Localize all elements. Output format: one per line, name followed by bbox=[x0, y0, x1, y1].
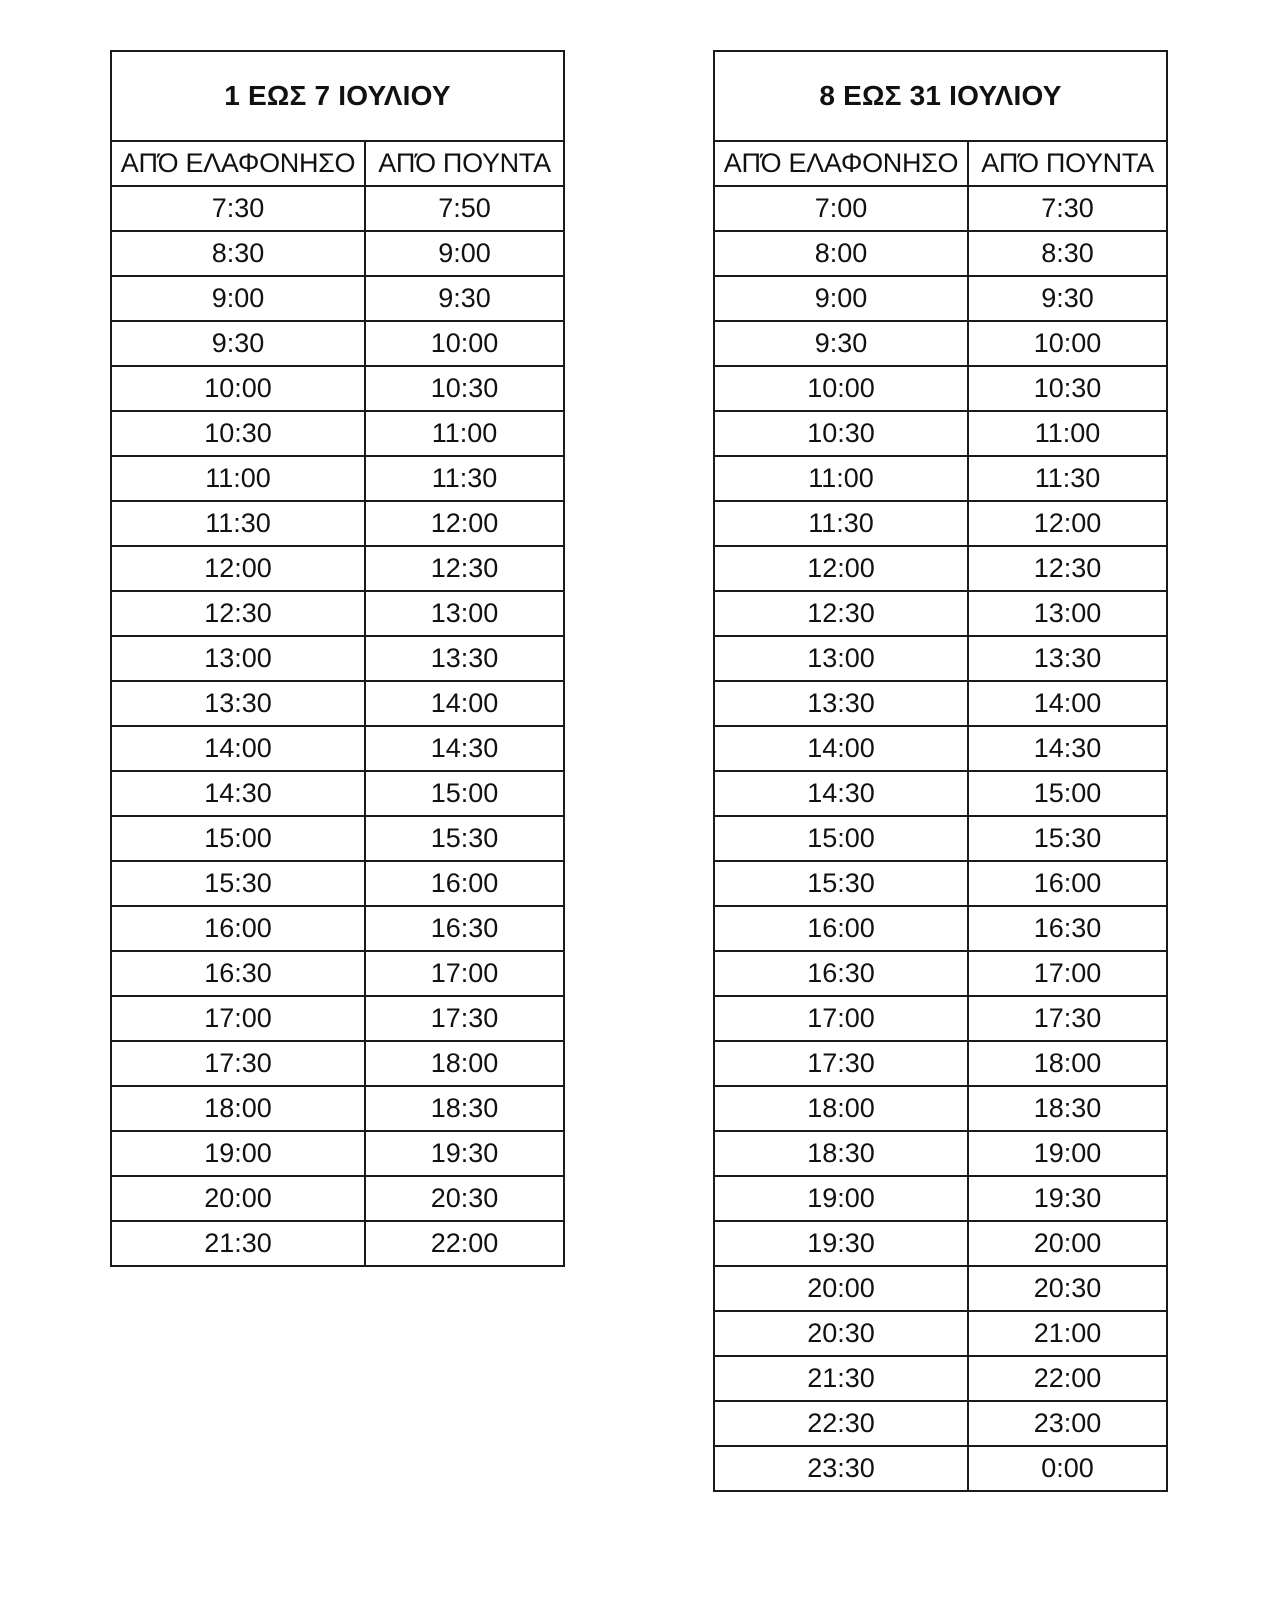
departure-time-from-elafonisos: 8:30 bbox=[111, 231, 365, 276]
departure-time-from-elafonisos: 12:00 bbox=[714, 546, 968, 591]
table-row bbox=[111, 276, 564, 321]
departure-time-from-pounta: 12:30 bbox=[968, 546, 1167, 591]
table-row bbox=[111, 321, 564, 366]
table-row bbox=[714, 186, 1167, 231]
table-row bbox=[714, 996, 1167, 1041]
schedule-table-july-8-31 bbox=[713, 50, 1168, 1492]
departure-time-from-elafonisos: 18:00 bbox=[111, 1086, 365, 1131]
table-row bbox=[714, 1131, 1167, 1176]
departure-time-from-pounta: 14:00 bbox=[968, 681, 1167, 726]
departure-time-from-pounta: 19:00 bbox=[968, 1131, 1167, 1176]
departure-time-from-pounta: 9:30 bbox=[968, 276, 1167, 321]
table-row bbox=[714, 726, 1167, 771]
departure-time-from-elafonisos: 13:00 bbox=[714, 636, 968, 681]
departure-time-from-elafonisos: 14:00 bbox=[714, 726, 968, 771]
table-row bbox=[714, 546, 1167, 591]
column-header-from-elafonisos: ΑΠΌ ΕΛΑΦΟΝΗΣΟ bbox=[111, 141, 365, 186]
departure-time-from-elafonisos: 20:00 bbox=[714, 1266, 968, 1311]
table-row bbox=[714, 411, 1167, 456]
table-title-row bbox=[714, 51, 1167, 141]
departure-time-from-elafonisos: 20:30 bbox=[714, 1311, 968, 1356]
departure-time-from-pounta: 13:30 bbox=[365, 636, 564, 681]
table-row bbox=[714, 1221, 1167, 1266]
table-row bbox=[714, 1356, 1167, 1401]
departure-time-from-pounta: 16:00 bbox=[365, 861, 564, 906]
departure-time-from-elafonisos: 17:00 bbox=[714, 996, 968, 1041]
departure-time-from-pounta: 8:30 bbox=[968, 231, 1167, 276]
departure-time-from-pounta: 14:30 bbox=[365, 726, 564, 771]
departure-time-from-elafonisos: 15:30 bbox=[111, 861, 365, 906]
departure-time-from-pounta: 15:30 bbox=[968, 816, 1167, 861]
table-row bbox=[111, 501, 564, 546]
departure-time-from-pounta: 11:30 bbox=[968, 456, 1167, 501]
table-row bbox=[714, 366, 1167, 411]
departure-time-from-pounta: 18:00 bbox=[968, 1041, 1167, 1086]
departure-time-from-elafonisos: 21:30 bbox=[714, 1356, 968, 1401]
table-row bbox=[111, 591, 564, 636]
departure-time-from-elafonisos: 9:30 bbox=[714, 321, 968, 366]
departure-time-from-pounta: 15:00 bbox=[365, 771, 564, 816]
departure-time-from-elafonisos: 10:00 bbox=[714, 366, 968, 411]
table-row bbox=[111, 231, 564, 276]
departure-time-from-elafonisos: 19:00 bbox=[714, 1176, 968, 1221]
departure-time-from-elafonisos: 18:30 bbox=[714, 1131, 968, 1176]
departure-time-from-pounta: 17:30 bbox=[365, 996, 564, 1041]
departure-time-from-pounta: 19:30 bbox=[968, 1176, 1167, 1221]
table-row bbox=[714, 1401, 1167, 1446]
departure-time-from-elafonisos: 14:30 bbox=[111, 771, 365, 816]
departure-time-from-pounta: 19:30 bbox=[365, 1131, 564, 1176]
departure-time-from-pounta: 20:30 bbox=[968, 1266, 1167, 1311]
table-row bbox=[111, 816, 564, 861]
departure-time-from-elafonisos: 8:00 bbox=[714, 231, 968, 276]
departure-time-from-elafonisos: 13:30 bbox=[111, 681, 365, 726]
departure-time-from-elafonisos: 16:30 bbox=[714, 951, 968, 996]
table-row bbox=[111, 861, 564, 906]
departure-time-from-elafonisos: 19:30 bbox=[714, 1221, 968, 1266]
departure-time-from-pounta: 12:30 bbox=[365, 546, 564, 591]
departure-time-from-pounta: 20:00 bbox=[968, 1221, 1167, 1266]
departure-time-from-elafonisos: 11:30 bbox=[111, 501, 365, 546]
table-row bbox=[111, 1221, 564, 1266]
departure-time-from-pounta: 12:00 bbox=[968, 501, 1167, 546]
departure-time-from-pounta: 22:00 bbox=[968, 1356, 1167, 1401]
schedule-table-july-1-7 bbox=[110, 50, 565, 1267]
departure-time-from-elafonisos: 15:00 bbox=[714, 816, 968, 861]
departure-time-from-pounta: 21:00 bbox=[968, 1311, 1167, 1356]
table-row bbox=[714, 1311, 1167, 1356]
column-header-from-elafonisos: ΑΠΌ ΕΛΑΦΟΝΗΣΟ bbox=[714, 141, 968, 186]
table-row bbox=[714, 951, 1167, 996]
departure-times bbox=[714, 186, 1167, 1491]
departure-time-from-pounta: 10:30 bbox=[365, 366, 564, 411]
departure-time-from-elafonisos: 13:30 bbox=[714, 681, 968, 726]
departure-time-from-elafonisos: 14:30 bbox=[714, 771, 968, 816]
table-row bbox=[111, 411, 564, 456]
departure-time-from-elafonisos: 10:30 bbox=[714, 411, 968, 456]
table-row bbox=[111, 951, 564, 996]
departure-time-from-elafonisos: 10:30 bbox=[111, 411, 365, 456]
departure-time-from-pounta: 16:30 bbox=[365, 906, 564, 951]
departure-time-from-elafonisos: 10:00 bbox=[111, 366, 365, 411]
table-row bbox=[714, 861, 1167, 906]
departure-time-from-pounta: 17:00 bbox=[968, 951, 1167, 996]
departure-time-from-elafonisos: 17:30 bbox=[714, 1041, 968, 1086]
table-row bbox=[111, 636, 564, 681]
table-row bbox=[714, 456, 1167, 501]
table-row bbox=[714, 636, 1167, 681]
departure-time-from-pounta: 11:00 bbox=[968, 411, 1167, 456]
departure-time-from-pounta: 7:30 bbox=[968, 186, 1167, 231]
departure-time-from-elafonisos: 7:00 bbox=[714, 186, 968, 231]
table-row bbox=[714, 1446, 1167, 1491]
table-row bbox=[111, 681, 564, 726]
table-row bbox=[111, 726, 564, 771]
departure-time-from-elafonisos: 12:30 bbox=[714, 591, 968, 636]
column-header-row bbox=[111, 141, 564, 186]
departure-time-from-pounta: 11:30 bbox=[365, 456, 564, 501]
departure-time-from-pounta: 18:30 bbox=[365, 1086, 564, 1131]
departure-time-from-elafonisos: 15:30 bbox=[714, 861, 968, 906]
departure-time-from-pounta: 18:30 bbox=[968, 1086, 1167, 1131]
departure-time-from-pounta: 9:30 bbox=[365, 276, 564, 321]
departure-time-from-elafonisos: 22:30 bbox=[714, 1401, 968, 1446]
departure-time-from-pounta: 18:00 bbox=[365, 1041, 564, 1086]
departure-time-from-pounta: 15:30 bbox=[365, 816, 564, 861]
departure-time-from-elafonisos: 9:00 bbox=[111, 276, 365, 321]
departure-time-from-elafonisos: 12:30 bbox=[111, 591, 365, 636]
table-row bbox=[714, 681, 1167, 726]
departure-time-from-pounta: 0:00 bbox=[968, 1446, 1167, 1491]
table-row bbox=[111, 546, 564, 591]
departure-time-from-pounta: 13:00 bbox=[968, 591, 1167, 636]
table-row bbox=[714, 906, 1167, 951]
departure-time-from-elafonisos: 14:00 bbox=[111, 726, 365, 771]
departure-time-from-pounta: 17:00 bbox=[365, 951, 564, 996]
table-row bbox=[714, 276, 1167, 321]
column-header-row bbox=[714, 141, 1167, 186]
column-header-from-pounta: ΑΠΌ ΠΟΥΝΤΑ bbox=[968, 141, 1167, 186]
table-row bbox=[714, 1086, 1167, 1131]
table-row bbox=[714, 816, 1167, 861]
departure-time-from-pounta: 17:30 bbox=[968, 996, 1167, 1041]
departure-time-from-pounta: 14:30 bbox=[968, 726, 1167, 771]
table-row bbox=[111, 456, 564, 501]
table-row bbox=[111, 1176, 564, 1221]
departure-time-from-pounta: 16:30 bbox=[968, 906, 1167, 951]
departure-time-from-pounta: 20:30 bbox=[365, 1176, 564, 1221]
departure-time-from-elafonisos: 17:30 bbox=[111, 1041, 365, 1086]
departure-time-from-elafonisos: 21:30 bbox=[111, 1221, 365, 1266]
table-row bbox=[111, 996, 564, 1041]
table-row bbox=[714, 231, 1167, 276]
table-row bbox=[111, 1086, 564, 1131]
departure-time-from-pounta: 11:00 bbox=[365, 411, 564, 456]
table-row bbox=[714, 501, 1167, 546]
departure-time-from-pounta: 12:00 bbox=[365, 501, 564, 546]
table-row bbox=[714, 321, 1167, 366]
departure-time-from-pounta: 16:00 bbox=[968, 861, 1167, 906]
departure-time-from-elafonisos: 13:00 bbox=[111, 636, 365, 681]
table-row bbox=[714, 1041, 1167, 1086]
table-row bbox=[714, 1176, 1167, 1221]
departure-time-from-elafonisos: 9:00 bbox=[714, 276, 968, 321]
departure-time-from-elafonisos: 20:00 bbox=[111, 1176, 365, 1221]
departure-time-from-pounta: 9:00 bbox=[365, 231, 564, 276]
table-row bbox=[111, 1131, 564, 1176]
table-row bbox=[111, 771, 564, 816]
table-row bbox=[111, 906, 564, 951]
departure-time-from-elafonisos: 12:00 bbox=[111, 546, 365, 591]
departure-time-from-pounta: 10:00 bbox=[365, 321, 564, 366]
departure-time-from-elafonisos: 16:30 bbox=[111, 951, 365, 996]
departure-times bbox=[111, 186, 564, 1266]
table-row bbox=[714, 1266, 1167, 1311]
table-row bbox=[111, 366, 564, 411]
departure-time-from-elafonisos: 17:00 bbox=[111, 996, 365, 1041]
departure-time-from-pounta: 23:00 bbox=[968, 1401, 1167, 1446]
table-row bbox=[111, 186, 564, 231]
period-title: 1 ΕΩΣ 7 ΙΟΥΛΙΟΥ bbox=[111, 51, 564, 141]
departure-time-from-elafonisos: 7:30 bbox=[111, 186, 365, 231]
table-title-row bbox=[111, 51, 564, 141]
departure-time-from-pounta: 13:00 bbox=[365, 591, 564, 636]
departure-time-from-pounta: 10:30 bbox=[968, 366, 1167, 411]
departure-time-from-pounta: 7:50 bbox=[365, 186, 564, 231]
departure-time-from-pounta: 10:00 bbox=[968, 321, 1167, 366]
departure-time-from-pounta: 13:30 bbox=[968, 636, 1167, 681]
departure-time-from-pounta: 15:00 bbox=[968, 771, 1167, 816]
departure-time-from-pounta: 22:00 bbox=[365, 1221, 564, 1266]
departure-time-from-elafonisos: 15:00 bbox=[111, 816, 365, 861]
departure-time-from-elafonisos: 16:00 bbox=[111, 906, 365, 951]
table-row bbox=[714, 771, 1167, 816]
departure-time-from-elafonisos: 9:30 bbox=[111, 321, 365, 366]
departure-time-from-elafonisos: 11:00 bbox=[111, 456, 365, 501]
departure-time-from-elafonisos: 23:30 bbox=[714, 1446, 968, 1491]
departure-time-from-elafonisos: 11:00 bbox=[714, 456, 968, 501]
column-header-from-pounta: ΑΠΌ ΠΟΥΝΤΑ bbox=[365, 141, 564, 186]
table-row bbox=[111, 1041, 564, 1086]
table-row bbox=[714, 591, 1167, 636]
departure-time-from-elafonisos: 18:00 bbox=[714, 1086, 968, 1131]
period-title: 8 ΕΩΣ 31 ΙΟΥΛΙΟΥ bbox=[714, 51, 1167, 141]
departure-time-from-pounta: 14:00 bbox=[365, 681, 564, 726]
departure-time-from-elafonisos: 11:30 bbox=[714, 501, 968, 546]
departure-time-from-elafonisos: 16:00 bbox=[714, 906, 968, 951]
departure-time-from-elafonisos: 19:00 bbox=[111, 1131, 365, 1176]
